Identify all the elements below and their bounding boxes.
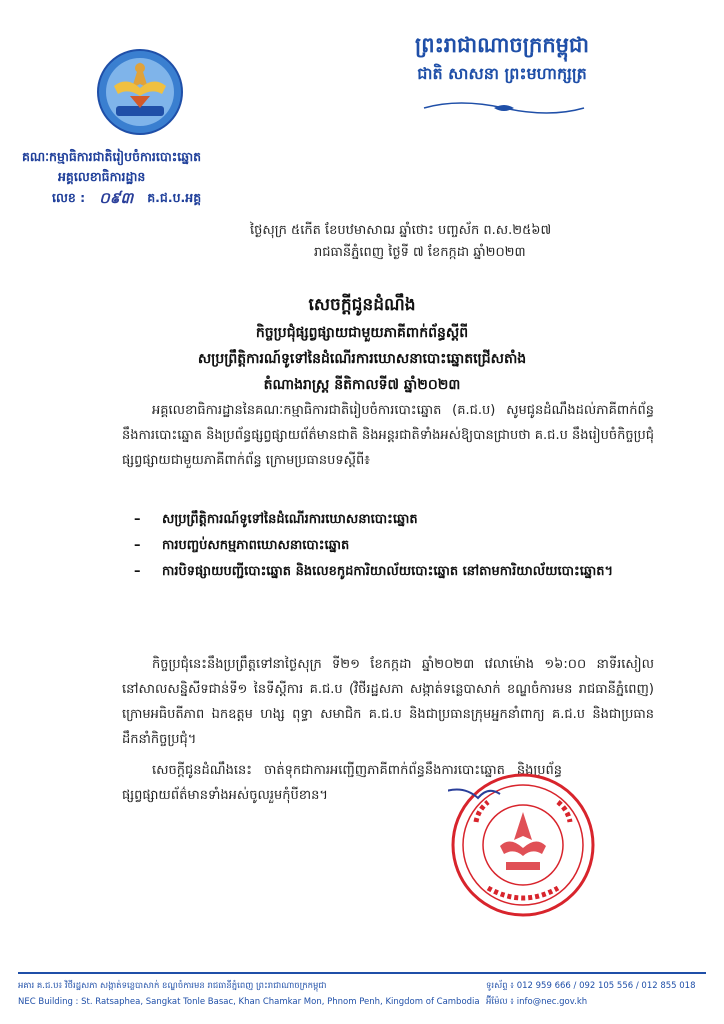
footer-address-km: អគារ គ.ជ.ប៖ វិថីរដ្ឋសភា សង្កាត់ទន្លេបាសាក់ ខណ្ឌចំការមន រាជធានីភ្នំពេញ ព្រះរាជាណាចក្រកម្ពុជា [18, 981, 327, 991]
list-item-text: សប្រព្រឹត្តិការណ៍ទូទៅនៃដំណើរការឃោសនាបោះឆ្នោត [162, 512, 418, 527]
footer-row-1 [18, 978, 706, 994]
list-item-text: ការបញ្ចប់សកម្មភាពឃោសនាបោះឆ្នោត [162, 538, 350, 553]
title-line-2: កិច្ចប្រជុំផ្សព្វផ្សាយជាមួយភាគីពាក់ព័ន្ធស្ដីពី [255, 325, 469, 341]
page-footer [18, 972, 706, 1010]
dash-icon: – [134, 538, 141, 553]
committee-name: គណៈកម្មាធិការជាតិរៀបចំការបោះឆ្នោត [22, 149, 202, 164]
lunar-date: ថ្ងៃសុក្រ ៥កើត ខែបឋមាសាឍ ឆ្នាំថោះ បញ្ចស័ក ព.ស.២៥៦៧ [250, 223, 552, 238]
footer-email: អ៊ីម៉ែល ៖ info@nec.gov.kh [486, 997, 588, 1007]
nec-emblem-icon [96, 48, 184, 136]
national-motto: ជាតិ សាសនា ព្រះមហាក្សត្រ [417, 64, 587, 83]
official-seal-icon [448, 770, 598, 920]
body-paragraph-1: អគ្គលេខាធិការដ្ឋាននៃគណៈកម្មាធិការជាតិរៀបចំការបោះឆ្នោត (គ.ជ.ប) សូមជូនដំណឹងដល់ភាគីពាក់ព័ន្ធនឹងការបោះឆ្នោត និងប្រព័ន្ធផ្សព្វផ្សាយព័ត៌មានជាតិ និងអន្តរជាតិទាំងអស់ឱ្យបានជ្រាបថា គ.ជ.ប នឹងរៀបចំកិច្ចប្រជុំផ្សព្វផ្សាយជាមួយភាគីពាក់ព័ន្ធ ក្រោមប្រធានបទស្ដីពី៖ [122, 403, 654, 468]
footer-address-en: NEC Building : St. Ratsaphea, Sangkat Tonle Basac, Khan Chamkar Mon, Phnom Penh, Kingdom of Cambodia [18, 997, 480, 1007]
body-paragraph-2: កិច្ចប្រជុំនេះនឹងប្រព្រឹត្តទៅនាថ្ងៃសុក្រ ទី២១ ខែកក្កដា ឆ្នាំ២០២៣ វេលាម៉ោង ១៦:០០ នាទីរសៀល នៅសាលសន្និសីទជាន់ទី១ នៃទីស្ដីការ គ.ជ.ប (វិថីរដ្ឋសភា សង្កាត់ទន្លេបាសាក់ ខណ្ឌចំការមន រាជធានីភ្នំពេញ) ក្រោមអធិបតីភាព ឯកឧត្ដម ហង្ស ពុទ្ធា សមាជិក គ.ជ.ប និងជាប្រធានក្រុមអ្នកនាំពាក្យ គ.ជ.ប និងជាប្រធានដឹកនាំកិច្ចប្រជុំ។ [122, 657, 654, 747]
title-line-4: តំណាងរាស្ត្រ នីតិកាលទី៧ ឆ្នាំ២០២៣ [263, 377, 461, 393]
secretariat-name: អគ្គលេខាធិការដ្ឋាន [58, 169, 146, 184]
document-date [250, 220, 670, 264]
kingdom-title: ព្រះរាជាណាចក្រកម្ពុជា [414, 32, 589, 57]
reference-value: ០៩៣ [99, 189, 134, 207]
body-paragraph-3: សេចក្ដីជូនដំណឹងនេះ ចាត់ទុកជាការអញ្ជើញភាគីពាក់ព័ន្ធនឹងការបោះឆ្នោត និងប្រព័ន្ធផ្សព្វផ្សាយព័ត៌មានទាំងអស់ចូលរួមកុំបីខាន។ [122, 763, 562, 803]
list-item [134, 507, 674, 533]
reference-suffix: គ.ជ.ប.អគ្គ [147, 190, 202, 205]
reference-label: លេខ : [52, 190, 86, 205]
footer-phone: ទូរស័ព្ទ ៖ 012 959 666 / 092 105 556 / 012 855 018 [486, 981, 696, 991]
list-item-text: ការបិទផ្សាយបញ្ជីបោះឆ្នោត និងលេខកូដការិយាល័យបោះឆ្នោត នៅតាមការិយាល័យបោះឆ្នោត។ [162, 564, 614, 579]
list-item [134, 559, 674, 585]
title-line-1: សេចក្ដីជូនដំណឹង [308, 295, 416, 315]
notice-title [70, 290, 654, 398]
ornament-divider-icon [414, 100, 594, 116]
reference-number [22, 187, 302, 209]
title-line-3: សប្រព្រឹត្តិការណ៍ទូទៅនៃដំណើរការឃោសនាបោះឆ្នោតជ្រើសតាំង [197, 351, 527, 367]
topic-list [134, 507, 674, 585]
issuing-authority [22, 147, 302, 209]
solar-date: រាជធានីភ្នំពេញ ថ្ងៃទី ៧ ខែកក្កដា ឆ្នាំ២០២៣ [314, 245, 526, 260]
list-item [134, 533, 674, 559]
footer-row-2 [18, 994, 706, 1010]
dash-icon: – [134, 564, 141, 579]
dash-icon: – [134, 512, 141, 527]
kingdom-header [372, 30, 632, 88]
